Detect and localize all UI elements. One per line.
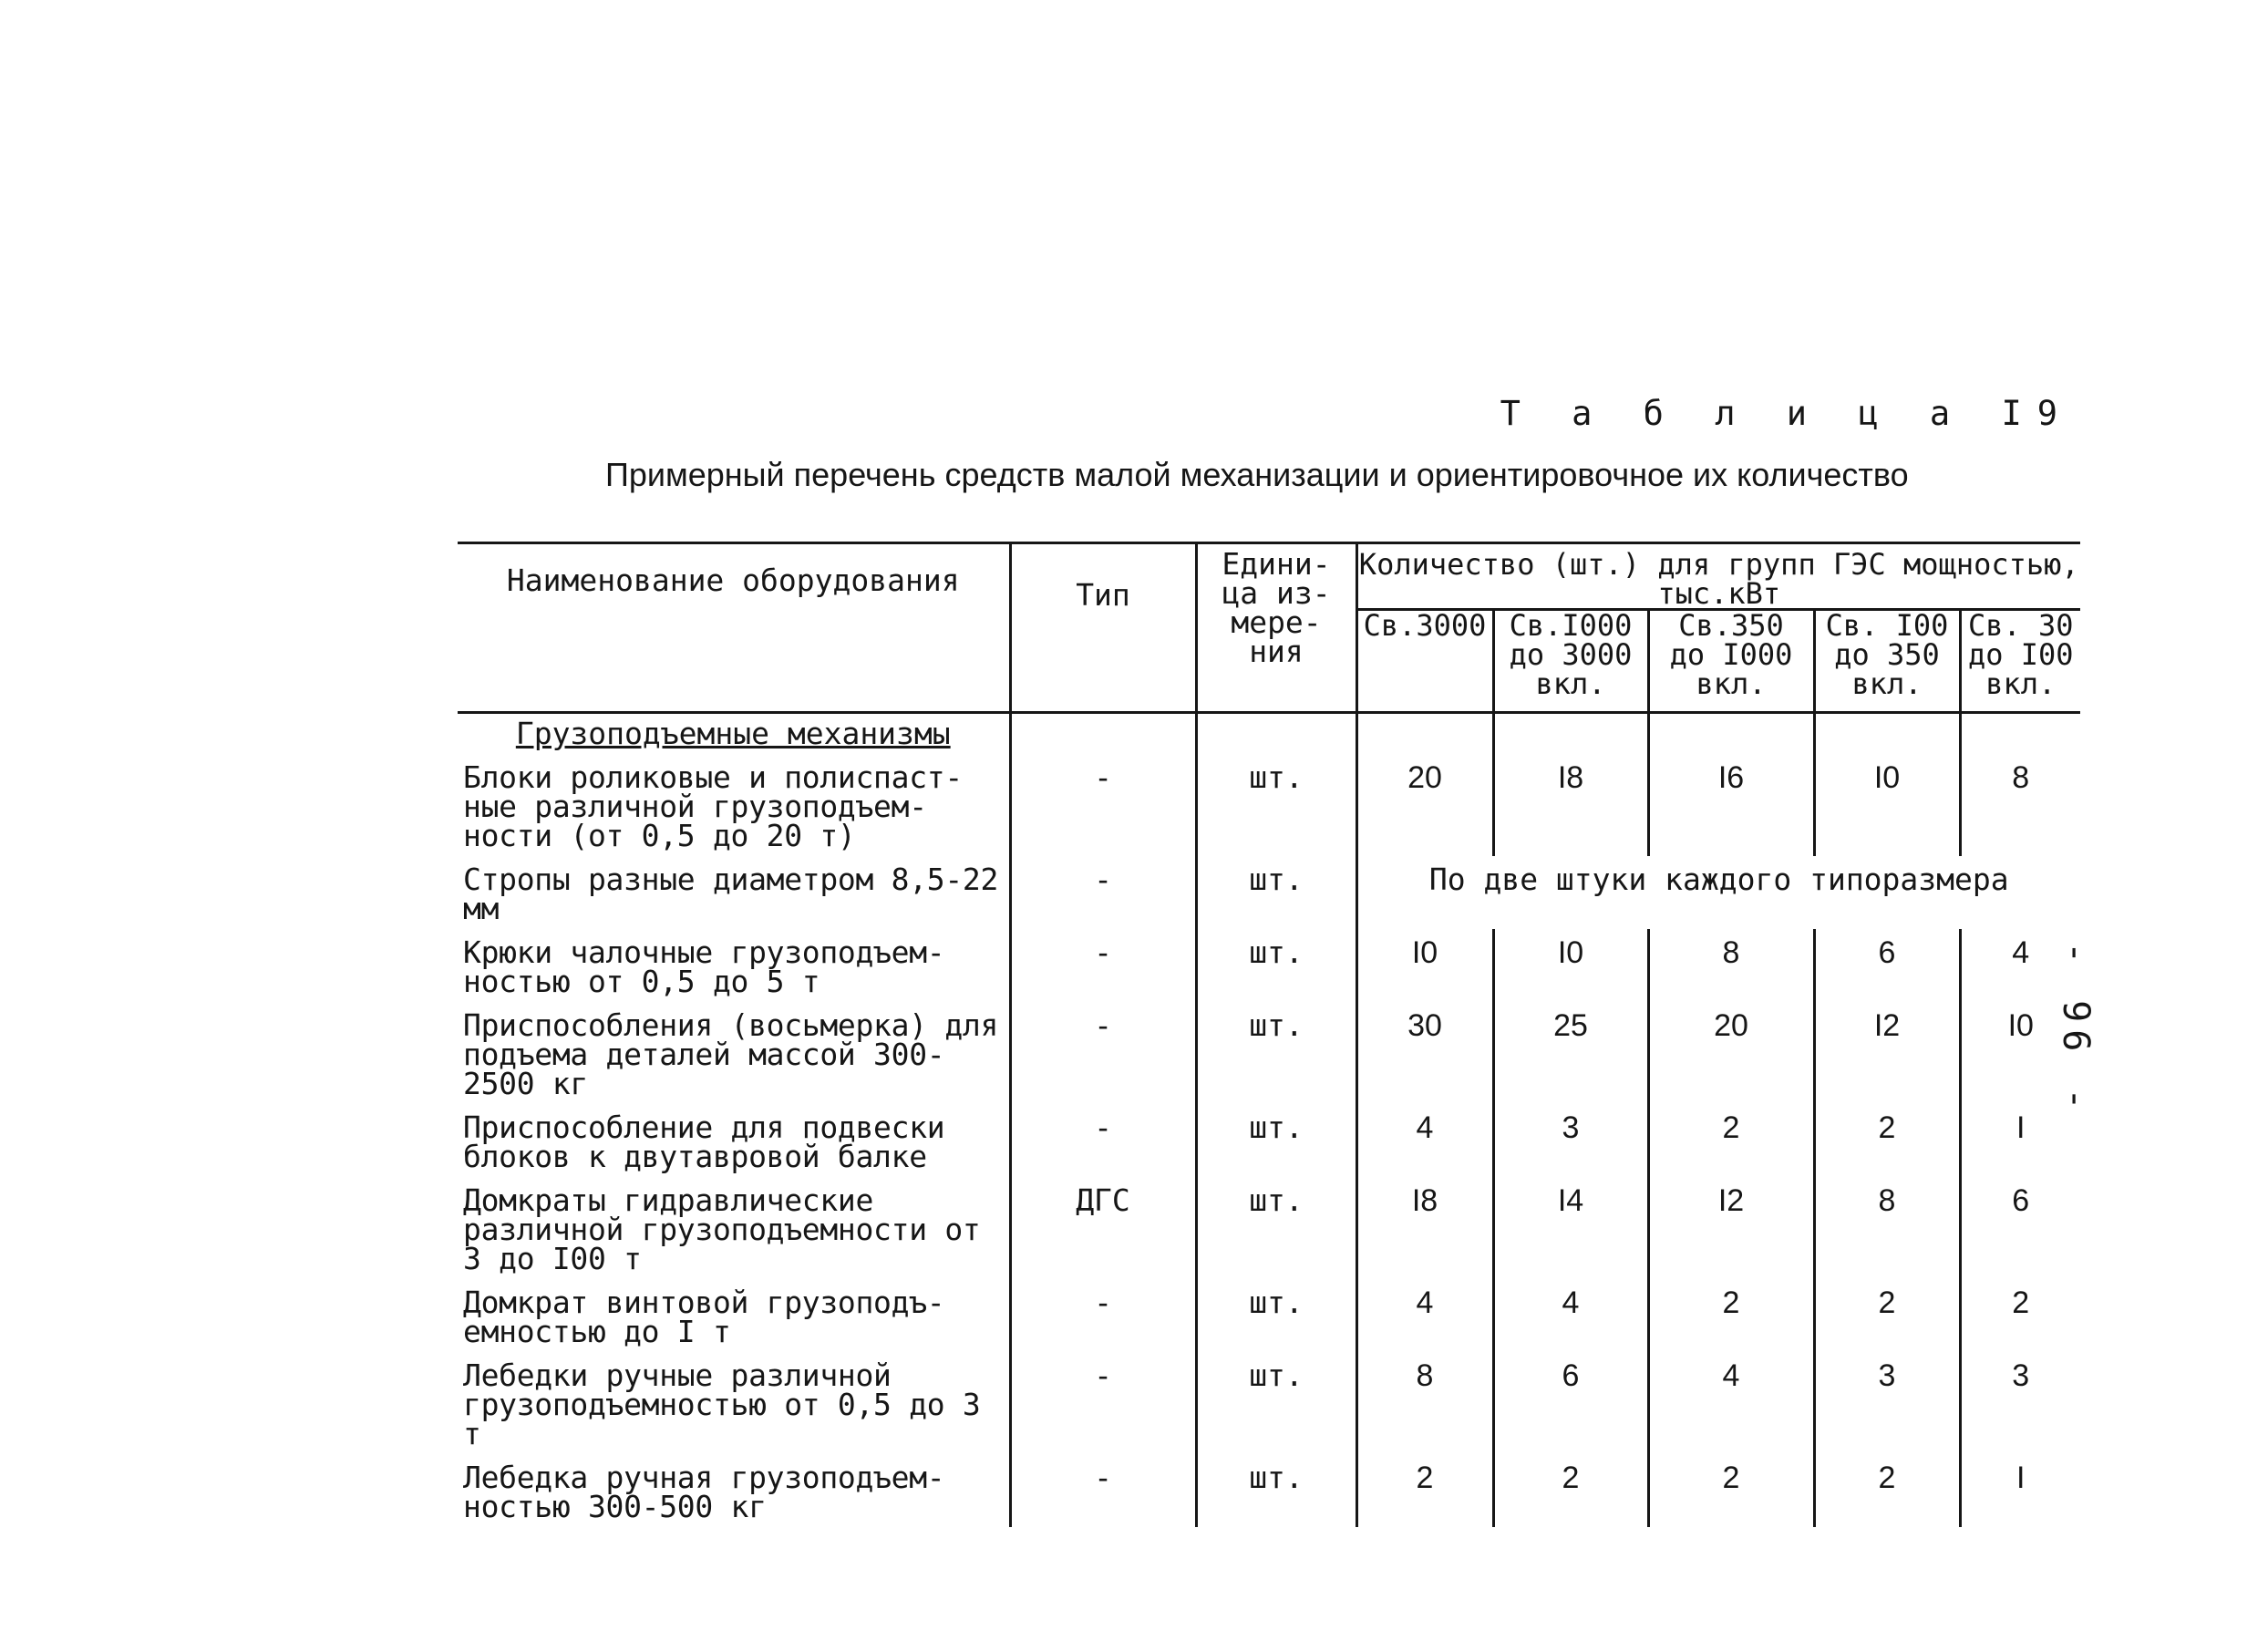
table-row: [458, 1177, 2080, 1279]
equipment-type: -: [1010, 1104, 1196, 1177]
quantity-value: 4: [1493, 1279, 1648, 1352]
table-row: [458, 1002, 2080, 1104]
equipment-type: -: [1010, 856, 1196, 929]
quantity-value: 30: [1356, 1002, 1493, 1104]
equipment-name: Приспособление для подвески блоков к двутавровой балке: [463, 1110, 945, 1174]
header-unit: Едини- ца из- мере- ния: [1196, 543, 1356, 713]
merged-quantity-note: По две штуки каждого типоразмера: [1356, 856, 2080, 929]
quantity-value: 8: [1960, 754, 2080, 856]
quantity-value: 2: [1960, 1279, 2080, 1352]
header-group-1: Св.3000: [1356, 610, 1493, 713]
header-group-5: Св. 30 до I00 вкл.: [1960, 610, 2080, 713]
quantity-value: I4: [1493, 1177, 1648, 1279]
quantity-value: I2: [1814, 1002, 1960, 1104]
quantity-value: I8: [1493, 754, 1648, 856]
equipment-name: Домкрат винтовой грузоподъ- емностью до I т: [463, 1285, 945, 1349]
equipment-name: Лебедки ручные различной грузоподъемностью от 0,5 до 3 т: [463, 1357, 981, 1451]
header-group-4: Св. I00 до 350 вкл.: [1814, 610, 1960, 713]
equipment-unit: шт.: [1196, 1454, 1356, 1527]
equipment-name: Лебедка ручная грузоподъем- ностью 300-500 кг: [463, 1460, 945, 1524]
quantity-value: 3: [1960, 1352, 2080, 1454]
equipment-type: -: [1010, 754, 1196, 856]
quantity-value: 8: [1356, 1352, 1493, 1454]
table-row: [458, 929, 2080, 1002]
quantity-value: I: [1960, 1104, 2080, 1177]
equipment-unit: шт.: [1196, 1002, 1356, 1104]
equipment-name: Крюки чалочные грузоподъем- ностью от 0,5 до 5 т: [463, 934, 945, 999]
quantity-value: I2: [1648, 1177, 1814, 1279]
equipment-unit: шт.: [1196, 1104, 1356, 1177]
quantity-value: I: [1960, 1454, 2080, 1527]
quantity-value: I0: [1960, 1002, 2080, 1104]
quantity-value: 2: [1814, 1279, 1960, 1352]
equipment-unit: шт.: [1196, 856, 1356, 929]
equipment-unit: шт.: [1196, 1352, 1356, 1454]
equipment-type: -: [1010, 1279, 1196, 1352]
quantity-value: I6: [1648, 754, 1814, 856]
equipment-type: -: [1010, 1352, 1196, 1454]
quantity-value: 4: [1960, 929, 2080, 1002]
quantity-value: I0: [1493, 929, 1648, 1002]
quantity-value: 2: [1493, 1454, 1648, 1527]
quantity-value: 2: [1648, 1454, 1814, 1527]
equipment-type: ДГС: [1010, 1177, 1196, 1279]
quantity-value: 3: [1814, 1352, 1960, 1454]
equipment-unit: шт.: [1196, 929, 1356, 1002]
page-number: - 96 -: [2055, 942, 2097, 1118]
quantity-value: 3: [1493, 1104, 1648, 1177]
equipment-type: -: [1010, 1454, 1196, 1527]
quantity-value: 20: [1648, 1002, 1814, 1104]
quantity-value: 4: [1356, 1104, 1493, 1177]
header-group-3: Св.350 до I000 вкл.: [1648, 610, 1814, 713]
equipment-name: Приспособления (восьмерка) для подъема деталей массой 300-2500 кг: [463, 1007, 999, 1101]
equipment-type: -: [1010, 929, 1196, 1002]
equipment-name: Стропы разные диаметром 8,5-22 мм: [463, 862, 999, 926]
quantity-value: I0: [1356, 929, 1493, 1002]
equipment-unit: шт.: [1196, 1279, 1356, 1352]
equipment-name: Блоки роликовые и полиспаст- ные различной грузоподъем- ности (от 0,5 до 20 т): [463, 759, 963, 853]
quantity-value: 6: [1960, 1177, 2080, 1279]
quantity-value: 8: [1814, 1177, 1960, 1279]
table-caption: Т а б л и ц а I9: [1500, 394, 2073, 433]
equipment-table: [458, 542, 2080, 1527]
quantity-value: 8: [1648, 929, 1814, 1002]
quantity-value: 20: [1356, 754, 1493, 856]
equipment-unit: шт.: [1196, 1177, 1356, 1279]
quantity-value: 2: [1648, 1279, 1814, 1352]
header-type: Тип: [1010, 543, 1196, 713]
quantity-value: 6: [1493, 1352, 1648, 1454]
table-row: [458, 754, 2080, 856]
section-heading: Грузоподъемные механизмы: [515, 716, 951, 751]
table-row: [458, 1352, 2080, 1454]
header-group-2: Св.I000 до 3000 вкл.: [1493, 610, 1648, 713]
header-name: Наименование оборудования: [458, 543, 1010, 713]
equipment-name: Домкраты гидравлические различной грузоподъемности от 3 до I00 т: [463, 1182, 981, 1276]
quantity-value: 2: [1648, 1104, 1814, 1177]
quantity-value: 4: [1648, 1352, 1814, 1454]
quantity-value: 25: [1493, 1002, 1648, 1104]
table-title: Примерный перечень средств малой механизации и ориентировочное их количество: [605, 456, 1909, 493]
equipment-unit: шт.: [1196, 754, 1356, 856]
table-row: [458, 1104, 2080, 1177]
quantity-value: 6: [1814, 929, 1960, 1002]
table-row: [458, 856, 2080, 929]
table-row: [458, 1279, 2080, 1352]
quantity-value: 2: [1814, 1104, 1960, 1177]
quantity-value: I8: [1356, 1177, 1493, 1279]
quantity-value: 4: [1356, 1279, 1493, 1352]
header-quantity: Количество (шт.) для групп ГЭС мощностью, тыс.кВт: [1356, 543, 2080, 610]
equipment-type: -: [1010, 1002, 1196, 1104]
quantity-value: 2: [1356, 1454, 1493, 1527]
table-row: [458, 1454, 2080, 1527]
quantity-value: I0: [1814, 754, 1960, 856]
quantity-value: 2: [1814, 1454, 1960, 1527]
